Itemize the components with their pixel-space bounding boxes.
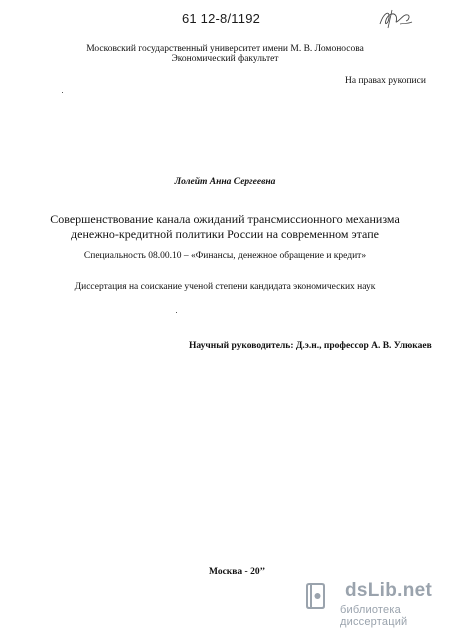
dslib-tagline: библиотека диссертаций [340,604,408,628]
dissertation-title-line-1: Совершенствование канала ожиданий трансмиссионного механизма [50,212,400,226]
archive-shelfmark: 61 12-8/1192 [182,11,261,26]
dissertation-title-line-2: денежно-кредитной политики России на современном этапе [71,227,379,241]
dslib-brand: dsLib.net [345,580,433,601]
author-name: Лолейт Анна Сергеевна [174,177,276,187]
scientific-adviser: Научный руководитель: Д.э.н., профессор А. В. Улюкаев [189,341,432,351]
dslib-watermark [303,580,443,628]
scan-speck [62,92,63,93]
specialty-code: Специальность 08.00.10 – «Финансы, денежное обращение и кредит» [83,251,367,261]
signature-icon [376,6,414,30]
city-and-year: Москва - 20’’ [209,567,266,577]
scan-speck [176,312,177,313]
dslib-logo-icon [305,583,327,611]
faculty-name: Экономический факультет [171,54,279,64]
manuscript-rights-note: На правах рукописи [345,76,426,86]
degree-note: Диссертация на соискание ученой степени кандидата экономических наук [74,282,376,292]
university-name: Московский государственный университет имени М. В. Ломоносова [86,44,364,54]
